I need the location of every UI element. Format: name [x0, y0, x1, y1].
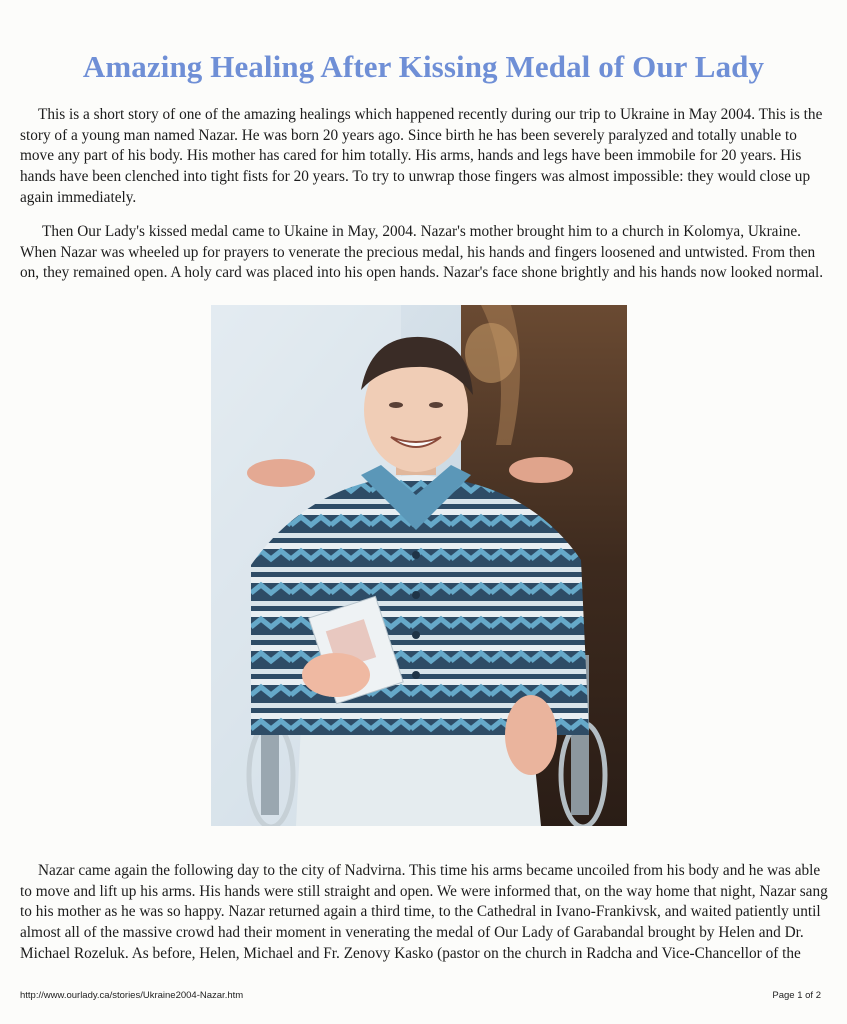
- page-title: Amazing Healing After Kissing Medal of Our Lady: [82, 48, 765, 84]
- footer-url: http://www.ourlady.ca/stories/Ukraine2004-Nazar.htm: [20, 990, 244, 1001]
- story-paragraph-1: This is a short story of one of the amazing healings which happened recently during our trip to Ukraine in May 2004. This is the story of a young man named Nazar. He was born 20 years ago. Since birth he has been severely paralyzed and totally unable to move any part of his body. His mother has cared for him totally. His arms, hands and legs have been immobile for 20 years. His hands have been clenched into tight fists for 20 years. To try to unwrap those fingers was almost impossible: they would close up again immediately.: [20, 106, 823, 206]
- photo-nazar-wheelchair: [211, 305, 627, 826]
- story-paragraph-2: Then Our Lady's kissed medal came to Ukaine in May, 2004. Nazar's mother brought him to a church in Kolomya, Ukraine. When Nazar was wheeled up for prayers to venerate the precious medal, his hands and fingers loosened and untwisted. From then on, they remained open. A holy card was placed into his open hands. Nazar's face shone brightly and his hands now looked normal.: [20, 223, 824, 282]
- footer-page-number: Page 1 of 2: [772, 990, 821, 1001]
- story-paragraph-3: Nazar came again the following day to the city of Nadvirna. This time his arms became uncoiled from his body and he was able to move and lift up his arms. His hands were still straight and open. We were informed that, on the way home that night, Nazar sang to his mother as he was so happy. Nazar returned again a third time, to the Cathedral in Ivano-Frankivsk, and waited patiently until almost all of the massive crowd had their moment in venerating the medal of Our Lady of Garabandal brought by Helen and Dr. Michael Rozeluk. As before, Helen, Michael and Fr. Zenovy Kasko (pastor on the church in Radcha and Vice-Chancellor of the: [20, 862, 828, 962]
